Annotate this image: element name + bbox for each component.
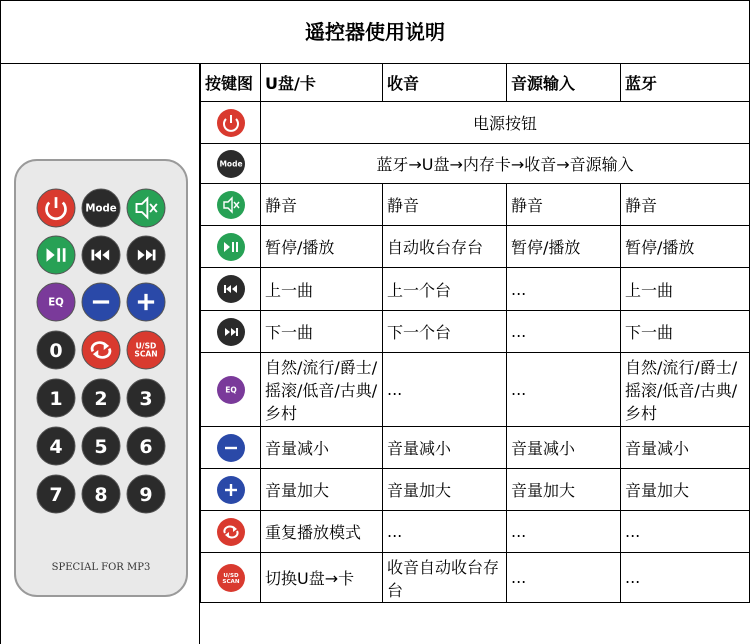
function-cell: ...: [383, 353, 507, 427]
next-icon: [127, 236, 165, 274]
function-cell: ...: [621, 511, 750, 553]
play-pause-icon: [37, 236, 75, 274]
usd-scan-icon: [127, 331, 165, 369]
digit-2-key: [82, 379, 120, 417]
function-cell: 暂停/播放: [261, 226, 383, 268]
eq-icon: [216, 375, 246, 405]
function-cell: 下一曲: [621, 311, 750, 353]
function-cell: 静音: [383, 184, 507, 226]
column-header: 收音: [383, 64, 507, 102]
vol-up-icon: [127, 283, 165, 321]
function-cell: 静音: [507, 184, 621, 226]
svg-text:0: 0: [49, 339, 63, 362]
function-cell: 音量加大: [261, 469, 383, 511]
function-cell: 下一个台: [383, 311, 507, 353]
usd-scan-icon: [216, 563, 246, 593]
svg-text:7: 7: [49, 483, 63, 506]
function-cell: 暂停/播放: [507, 226, 621, 268]
svg-text:5: 5: [94, 435, 108, 458]
function-cell: 自然/流行/爵士/摇滚/低音/古典/乡村: [261, 353, 383, 427]
key-image-cell: [201, 469, 261, 511]
key-image-cell: [201, 226, 261, 268]
table-row: [201, 184, 750, 226]
digit-1-key: [37, 379, 75, 417]
svg-text:EQ: EQ: [224, 385, 237, 395]
function-cell: 切换U盘→卡: [261, 553, 383, 603]
prev-icon: [216, 274, 246, 304]
column-header: U盘/卡: [261, 64, 383, 102]
svg-text:4: 4: [49, 435, 63, 458]
function-cell: 音量加大: [507, 469, 621, 511]
svg-text:EQ: EQ: [48, 297, 64, 309]
key-image-cell: [201, 553, 261, 603]
svg-text:1: 1: [49, 387, 63, 410]
repeat-icon: [82, 331, 120, 369]
table-row: [201, 144, 750, 184]
table-row: [201, 469, 750, 511]
table-row: [201, 427, 750, 469]
svg-text:U/SD: U/SD: [222, 572, 239, 579]
mute-icon: [216, 190, 246, 220]
function-cell: 暂停/播放: [621, 226, 750, 268]
column-header: 按键图: [201, 64, 261, 102]
function-cell: 自然/流行/爵士/摇滚/低音/古典/乡村: [621, 353, 750, 427]
digit-6-key: [127, 427, 165, 465]
function-cell: ...: [621, 553, 750, 603]
digit-9-key: [127, 475, 165, 513]
function-cell: 音量减小: [507, 427, 621, 469]
function-cell: 音量加大: [383, 469, 507, 511]
vol-up-icon: [216, 475, 246, 505]
table-row: [201, 511, 750, 553]
next-icon: [216, 317, 246, 347]
remote-illustration-pane: [0, 63, 200, 644]
key-image-cell: [201, 184, 261, 226]
digit-5-key: [82, 427, 120, 465]
function-cell: ...: [507, 311, 621, 353]
function-cell: 上一曲: [261, 268, 383, 311]
svg-text:SCAN: SCAN: [221, 578, 240, 585]
eq-icon: [37, 283, 75, 321]
function-cell: 下一曲: [261, 311, 383, 353]
function-cell: 收音自动收台存台: [383, 553, 507, 603]
key-image-cell: [201, 427, 261, 469]
key-image-cell: [201, 511, 261, 553]
mode-icon: [82, 189, 120, 227]
svg-text:2: 2: [94, 387, 108, 410]
repeat-icon: [216, 517, 246, 547]
svg-text:Mode: Mode: [218, 159, 243, 169]
vol-down-icon: [216, 433, 246, 463]
function-cell: 音量减小: [621, 427, 750, 469]
digit-7-key: [37, 475, 75, 513]
function-cell: 上一曲: [621, 268, 750, 311]
prev-icon: [82, 236, 120, 274]
play-pause-icon: [216, 232, 246, 262]
function-cell: 重复播放模式: [261, 511, 383, 553]
function-cell: 自动收台存台: [383, 226, 507, 268]
remote-control-illustration: [13, 158, 189, 598]
function-cell: 音量加大: [621, 469, 750, 511]
vol-down-icon: [82, 283, 120, 321]
svg-text:Mode: Mode: [85, 203, 117, 215]
digit-8-key: [82, 475, 120, 513]
function-cell: 静音: [621, 184, 750, 226]
merged-function-cell: 电源按钮: [261, 102, 750, 144]
function-cell: ...: [507, 511, 621, 553]
table-row: [201, 102, 750, 144]
table-row: [201, 553, 750, 603]
function-cell: 上一个台: [383, 268, 507, 311]
table-row: [201, 268, 750, 311]
key-image-cell: [201, 311, 261, 353]
key-image-cell: [201, 144, 261, 184]
svg-text:SCAN: SCAN: [134, 349, 158, 359]
table-row: [201, 226, 750, 268]
mode-icon: [216, 149, 246, 179]
svg-text:9: 9: [139, 483, 153, 506]
power-icon: [216, 108, 246, 138]
function-cell: 音量减小: [261, 427, 383, 469]
column-header: 音源输入: [507, 64, 621, 102]
function-cell: 静音: [261, 184, 383, 226]
function-table: [200, 63, 750, 603]
function-cell: ...: [507, 268, 621, 311]
mute-icon: [127, 189, 165, 227]
svg-text:U/SD: U/SD: [135, 341, 157, 351]
svg-text:8: 8: [94, 483, 108, 506]
function-cell: ...: [507, 553, 621, 603]
table-header-row: [201, 64, 750, 102]
table-row: [201, 311, 750, 353]
svg-text:3: 3: [139, 387, 153, 410]
key-image-cell: [201, 353, 261, 427]
function-cell: 音量减小: [383, 427, 507, 469]
digit-3-key: [127, 379, 165, 417]
remote-label: SPECIAL FOR MP3: [51, 562, 151, 573]
function-cell: ...: [507, 353, 621, 427]
page-title: 遥控器使用说明: [0, 0, 750, 64]
digit-4-key: [37, 427, 75, 465]
merged-function-cell: 蓝牙→U盘→内存卡→收音→音源输入: [261, 144, 750, 184]
function-cell: ...: [383, 511, 507, 553]
table-row: [201, 353, 750, 427]
key-image-cell: [201, 102, 261, 144]
digit-0-key: [37, 331, 75, 369]
svg-text:6: 6: [139, 435, 153, 458]
key-image-cell: [201, 268, 261, 311]
column-header: 蓝牙: [621, 64, 750, 102]
power-icon: [37, 189, 75, 227]
